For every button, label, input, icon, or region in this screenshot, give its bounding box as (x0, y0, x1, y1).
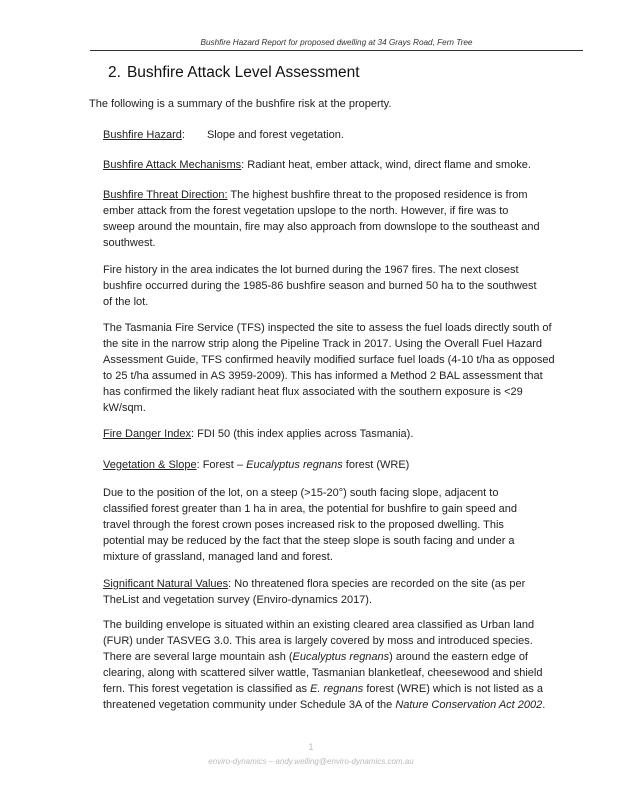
intro-paragraph: The following is a summary of the bushfire risk at the property. (89, 98, 392, 110)
natural-line: : No threatened flora species are recorded on the site (as per (228, 578, 526, 590)
history-paragraph (103, 262, 583, 310)
history-line: bushfire occurred during the 1985-86 bushfire season and burned 50 ha to the southwest (103, 280, 537, 292)
envelope-line: clearing, along with scattered silver wattle, Tasmanian blanketleaf, cheesewood and shield (103, 667, 543, 679)
envelope-text: fern. This forest vegetation is classified as (103, 683, 311, 695)
hazard-text: Slope and forest vegetation. (206, 129, 344, 141)
vegetation-pre: : Forest – (196, 459, 247, 471)
mechanisms-text: : Radiant heat, ember attack, wind, direct flame and smoke. (241, 159, 531, 171)
history-line: of the lot. (103, 296, 149, 308)
threat-line: ember attack from the forest vegetation upslope to the north. However, if fire was to (103, 205, 509, 217)
envelope-species: Eucalyptus regnans (292, 651, 390, 663)
envelope-text: threatened vegetation community under Schedule 3A of the (103, 699, 396, 711)
tfs-line: has confirmed the likely radiant heat flux associated with the southern exposure is <29 (103, 386, 523, 398)
natural-line: TheList and vegetation survey (Enviro-dynamics 2017). (103, 594, 373, 606)
history-line: Fire history in the area indicates the lot burned during the 1967 fires. The next closest (103, 264, 519, 276)
natural-label: Significant Natural Values (103, 578, 229, 590)
position-line: mixture of grassland, managed land and forest. (103, 551, 333, 563)
vegetation-post: forest (WRE) (342, 459, 410, 471)
envelope-paragraph (103, 617, 583, 713)
section-heading (108, 64, 360, 82)
position-line: travel through the forest crown poses increased risk to the proposed dwelling. This (103, 519, 504, 531)
vegetation-label: Vegetation & Slope (103, 459, 197, 471)
tfs-line: kW/sqm. (103, 402, 146, 414)
page-number: 1 (308, 742, 314, 752)
threat-paragraph (103, 187, 583, 251)
envelope-line: (FUR) under TASVEG 3.0. This area is largely covered by moss and introduced species. (103, 635, 533, 647)
tfs-line: The Tasmania Fire Service (TFS) inspected the site to assess the fuel loads directly south of (103, 322, 552, 334)
tfs-line: the site in the narrow strip along the Pipeline Track in 2017. Using the Overall Fuel Hazard (103, 338, 543, 350)
position-paragraph (103, 485, 583, 565)
hazard-paragraph (103, 127, 583, 143)
footer-contact: enviro-dynamics – andy.welling@enviro-dynamics.com.au (208, 757, 414, 766)
vegetation-species: Eucalyptus regnans (246, 459, 343, 471)
hazard-label: Bushfire Hazard (103, 129, 182, 141)
envelope-line: The building envelope is situated within an existing cleared area classified as Urban land (103, 619, 535, 631)
mechanisms-label: Bushfire Attack Mechanisms (103, 159, 242, 171)
position-line: Due to the position of the lot, on a steep (>15-20°) south facing slope, adjacent to (103, 487, 499, 499)
section-number: 2. (108, 64, 121, 81)
threat-line: sweep around the mountain, fire may also approach from downslope to the southeast and (103, 221, 540, 233)
fdi-paragraph (103, 426, 583, 442)
envelope-text: . (542, 699, 546, 711)
hazard-sep: : (181, 129, 185, 141)
threat-line: The highest bushfire threat to the proposed residence is from (227, 189, 528, 201)
running-header: Bushfire Hazard Report for proposed dwelling at 34 Grays Road, Fern Tree (90, 38, 583, 51)
envelope-act-name: Nature Conservation Act 2002 (395, 699, 543, 711)
position-line: potential may be reduced by the fact that the steep slope is south facing and under a (103, 535, 515, 547)
tfs-line: Assessment Guide, TFS confirmed heavily modified surface fuel loads (4-10 t/ha as opposed (103, 354, 555, 366)
fdi-label: Fire Danger Index (103, 428, 192, 440)
tfs-line: to 25 t/ha assumed in AS 3959-2009). This has informed a Method 2 BAL assessment that (103, 370, 543, 382)
threat-line: southwest. (103, 237, 156, 249)
threat-label: Bushfire Threat Direction: (103, 189, 228, 201)
envelope-species: E. regnans (310, 683, 364, 695)
natural-values-paragraph (103, 576, 583, 608)
envelope-text: There are several large mountain ash ( (103, 651, 293, 663)
tfs-paragraph (103, 320, 583, 416)
vegetation-paragraph (103, 457, 583, 473)
envelope-text: forest (WRE) which is not listed as a (363, 683, 543, 695)
position-line: classified forest greater than 1 ha in area, the potential for bushfire to gain speed and (103, 503, 517, 515)
mechanisms-paragraph (103, 157, 583, 173)
envelope-text: ) around the eastern edge of (389, 651, 528, 663)
fdi-text: : FDI 50 (this index applies across Tasmania). (191, 428, 414, 440)
section-title: Bushfire Attack Level Assessment (126, 64, 360, 81)
